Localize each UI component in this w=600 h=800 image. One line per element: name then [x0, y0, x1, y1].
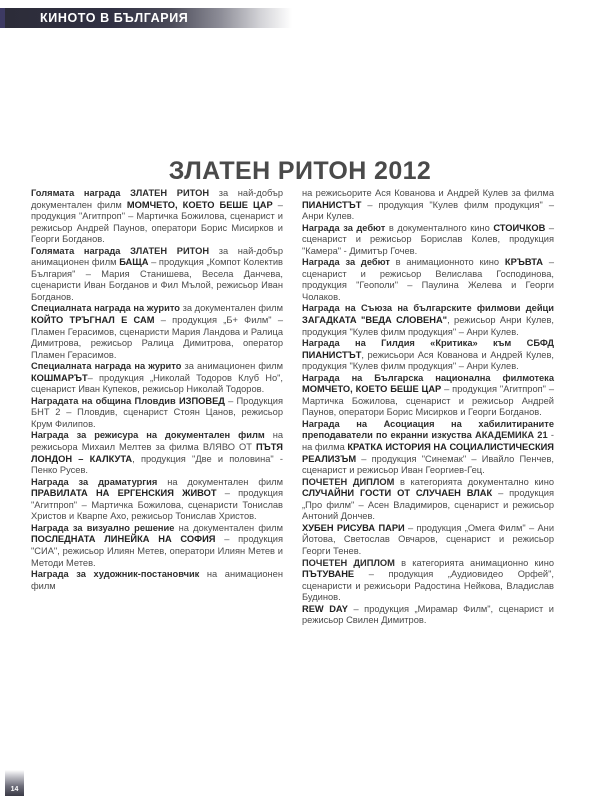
- award-entry: [302, 257, 557, 303]
- award-film-title: REW DAY: [302, 603, 348, 614]
- award-text: [302, 557, 557, 604]
- award-text: [302, 372, 557, 419]
- award-film-title: СТОИЧКОВ: [493, 222, 546, 233]
- award-film-title-2: КРАТКА ИСТОРИЯ НА СОЦИАЛИСТИЧЕСКИЯ РЕАЛИЗЪМ: [302, 442, 557, 464]
- award-category-tail: за документален филм: [179, 303, 283, 314]
- page-number-tab: [5, 770, 24, 796]
- award-credits: – продукция "Агитпроп" – Мартичка Божилова, сценаристи Тонислав Христов и Кварпе Ахо, режисьор Тонислав Христов.: [31, 488, 286, 522]
- award-text: [302, 222, 557, 258]
- award-film-title: МОМЧЕТО, КОЕТО БЕШЕ ЦАР: [126, 199, 273, 210]
- award-text: [31, 395, 286, 431]
- award-film-title: ХУБЕН РИСУВА ПАРИ: [302, 522, 405, 533]
- award-film-title: ПРАВИЛАТА НА ЕРГЕНСКИЯ ЖИВОТ: [31, 488, 217, 499]
- award-credits: – продукция „Мирамар Филм", сценарист и режисьор Свилен Димитров.: [302, 603, 557, 626]
- award-credits: – продукция „Николай Тодоров Клуб Но", сценарист Иван Купеков, режисьор Николай Тодоров.: [31, 372, 286, 395]
- award-text: [302, 338, 557, 373]
- award-text: [302, 188, 557, 223]
- award-film-title: СЛУЧАЙНИ ГОСТИ ОТ СЛУЧАЕН ВЛАК: [302, 488, 493, 499]
- award-category: Наградата на община Пловдив: [31, 395, 176, 406]
- award-category-tail: за най-добър документален филм: [31, 188, 286, 210]
- page-title: ЗЛАТЕН РИТОН 2012: [168, 156, 432, 185]
- award-text: [302, 603, 557, 627]
- running-header-bar: [0, 8, 292, 28]
- award-category: Награда за драматургия: [31, 476, 158, 487]
- award-film-title: ПОСЛЕДНАТА ЛИНЕЙКА НА СОФИЯ: [31, 534, 216, 545]
- award-credits: – продукция „Омега Филм" – Ани Йотова, Светослав Овчаров, сценарист и режисьор Георги Тенев.: [302, 522, 557, 556]
- award-film-title-2: ПИАНИСТЪТ: [302, 199, 362, 210]
- award-film-title: ПИАНИСТЪТ: [302, 349, 362, 360]
- award-credits: – сценарист и режисьор Велислава Господинова, продукция "Геополи" – Паулина Желева и Георги Чолаков.: [302, 257, 557, 302]
- award-category-tail: в категорията документално кино: [394, 476, 554, 487]
- award-film-title: МОМЧЕТО, КОЕТО БЕШЕ ЦАР: [302, 384, 442, 395]
- award-category: Голямата награда ЗЛАТЕН РИТОН: [31, 245, 210, 256]
- award-text: [302, 522, 557, 558]
- award-text: [302, 476, 557, 523]
- award-category: Специалната награда на журито: [31, 303, 180, 314]
- right-column: [302, 188, 557, 627]
- award-text: [31, 188, 286, 246]
- award-film-title: КОЙТО ТРЪГНАЛ Е САМ: [31, 315, 155, 326]
- award-category: Специалната награда на журито: [31, 361, 182, 372]
- award-text: [302, 418, 557, 477]
- award-category: Награда за режисура на документален филм: [31, 430, 265, 441]
- award-entry: [302, 188, 557, 223]
- award-film-title-2: ПЪТЯ ЛОНДОН – КАЛКУТА: [31, 442, 286, 464]
- award-entry: [31, 522, 286, 569]
- award-credits: – продукция "Агитпроп" – Мартичка Божилова, сценарист и режисьор Андрей Паунов, оператори Борис Мисирков и Георги Богданов.: [302, 384, 557, 418]
- award-entry: [31, 430, 286, 476]
- award-entry: [31, 188, 286, 246]
- award-film-title: КРЪВТА: [504, 257, 544, 268]
- award-category-tail: в категорията анимационно кино: [394, 557, 554, 568]
- award-entry: [31, 569, 286, 592]
- award-entry: [31, 245, 286, 304]
- award-category: Награда за визуално решение: [31, 522, 175, 533]
- award-credits: – Продукция БНТ 2 – Пловдив, сценарист Стоян Цанов, режисьор Крум Филипов.: [31, 395, 286, 429]
- award-category-tail: за най-добър анимационен филм: [31, 245, 286, 268]
- award-text: [31, 303, 286, 361]
- award-entry: [302, 303, 557, 338]
- left-column: [31, 188, 286, 627]
- award-film-title: БАЩА: [119, 257, 149, 268]
- award-text: [31, 361, 286, 396]
- award-credits-2: – продукция "Кулев филм продукция" – Анри Кулев.: [302, 199, 557, 222]
- award-category: Награда на Гилдия «Критика» към СБФД: [302, 338, 554, 349]
- award-credits-2: – продукция "Синемак" – Ивайло Пенчев, сценарист и режисьор Иван Георгиев-Гец.: [302, 453, 557, 476]
- award-credits: на режисьора Михаил Мелтев за филма ВЛЯВО ОТ: [31, 430, 286, 453]
- award-category-tail: в анимационното кино: [389, 257, 500, 268]
- award-category-tail: на документален филм: [174, 522, 283, 533]
- award-category: Награда на Българска национална филмотека: [302, 372, 554, 383]
- award-category: Награда на Съюза на българските филмови дейци: [302, 303, 554, 314]
- award-category-tail: на документален филм: [157, 476, 283, 487]
- award-category: Голямата награда ЗЛАТЕН РИТОН: [31, 188, 210, 198]
- award-credits: – продукция "СИА", режисьор Илиян Метев, оператори Илиян Метев и Методи Метев.: [31, 534, 286, 568]
- award-text: [31, 430, 286, 476]
- page-number: 14: [10, 786, 19, 793]
- award-text: [31, 476, 286, 523]
- award-category-tail: в документалного кино: [385, 222, 490, 233]
- award-entry: [302, 476, 557, 523]
- award-text: [31, 569, 286, 592]
- award-entry: [302, 557, 557, 604]
- award-entry: [31, 361, 286, 396]
- award-film-title: ЗАГАДКАТА "ВЕДА СЛОВЕНА": [302, 315, 448, 326]
- award-credits: – продукция „Аудиовидео Орфей", сценаристи и режисьори Радостина Нейкова, Владислав Будинов.: [302, 569, 557, 603]
- award-credits: – сценарист и режисьор Борислав Колев, продукция "Камера" - Димитър Гочев.: [302, 222, 557, 256]
- award-credits: - на филма: [302, 430, 557, 453]
- award-category: Награда за дебют: [302, 257, 390, 268]
- award-film-title: ИЗПОВЕД: [178, 395, 225, 406]
- award-entry: [302, 522, 557, 558]
- award-credits: , режисьори Ася Кованова и Андрей Кулев, продукция "Кулев филм продукция" – Анри Кулев.: [302, 349, 557, 372]
- award-entry: [302, 222, 557, 258]
- award-entry: [302, 372, 557, 419]
- award-credits: на режисьорите Ася Кованова и Андрей Кулев за филма: [302, 188, 557, 198]
- award-credits: – продукция „Про филм" – Асен Владимиров, сценарист и режисьор Антоний Дончев.: [302, 488, 557, 522]
- running-header-title: КИНОТО В БЪЛГАРИЯ: [40, 11, 189, 25]
- award-film-title: ПЪТУВАНЕ: [302, 569, 355, 580]
- award-category: Награда за дебют: [302, 222, 386, 233]
- award-credits-2: , продукция "Две и половина" - Пенко Русев.: [31, 453, 286, 476]
- award-category: Награда на Асоциация на хабилитираните преподаватели по екранни изкуства АКАДЕМИКА 21: [302, 418, 557, 441]
- award-category: ПОЧЕТЕН ДИПЛОМ: [302, 476, 395, 487]
- award-film-title: КОШМАРЪТ: [31, 372, 88, 383]
- award-credits: – продукция „Б+ Филм" – Пламен Герасимов, сценаристи Мария Ландова и Ралица Димитрова, режисьор Ралица Димитрова, оператор Пламен Герасимов.: [31, 315, 286, 360]
- award-entry: [31, 395, 286, 431]
- award-credits: – продукция "Агитпроп" – Мартичка Божилова, сценарист и режисьор Андрей Паунов, оператори Борис Мисирков и Георги Богданов.: [31, 199, 286, 245]
- award-text: [31, 522, 286, 569]
- award-text: [302, 303, 557, 338]
- award-category: ПОЧЕТЕН ДИПЛОМ: [302, 557, 395, 568]
- award-text: [31, 245, 286, 304]
- award-category-tail: за анимационен филм: [181, 361, 283, 372]
- award-columns: [31, 188, 576, 627]
- award-category: Награда за художник-постановчик: [31, 569, 200, 580]
- award-entry: [31, 476, 286, 523]
- award-entry: [302, 418, 557, 477]
- award-entry: [302, 338, 557, 373]
- award-text: [302, 257, 557, 303]
- award-entry: [302, 603, 557, 627]
- award-entry: [31, 303, 286, 361]
- award-credits: , режисьор Анри Кулев, продукция "Кулев филм продукция" – Анри Кулев.: [302, 315, 557, 337]
- award-category-tail: на анимационен филм: [31, 569, 286, 591]
- award-credits: – продукция „Компот Колектив България" – Мария Станишева, Весела Данчева, сценаристи Иван Богданов и Фил Мълой, режисьор Иван Богданов.: [31, 257, 286, 302]
